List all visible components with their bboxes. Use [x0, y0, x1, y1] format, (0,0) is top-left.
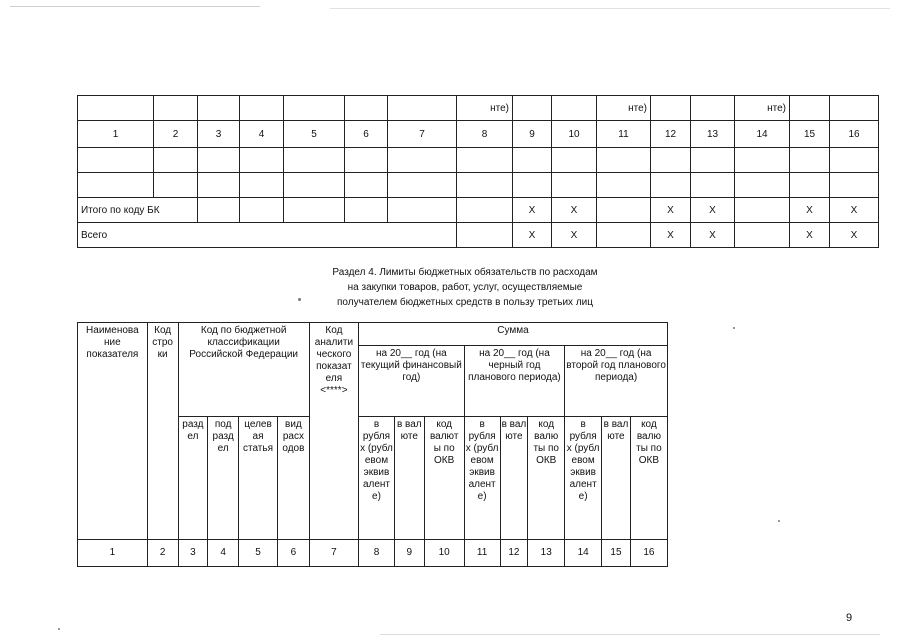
column-number: 9	[513, 121, 552, 148]
section-title	[290, 265, 640, 310]
page-number: 9	[846, 612, 853, 624]
column-number-row	[78, 540, 668, 567]
column-number: 13	[528, 540, 565, 567]
column-number: 5	[284, 121, 345, 148]
column-number: 10	[424, 540, 464, 567]
header-okv: код валю ты по ОКВ	[528, 417, 565, 540]
budget-table-continued	[77, 95, 879, 248]
header-rub: в рубля х (рубл евом эквив алент е)	[359, 417, 395, 540]
header-fragment: нте)	[597, 96, 651, 121]
header-year-first: на 20__ год (на черный год планового периода)	[464, 346, 565, 417]
limits-table	[77, 322, 668, 567]
header-subsection: под разд ел	[208, 417, 239, 540]
x-mark: X	[691, 223, 735, 248]
section-title-line: получателем бюджетных средств в пользу третьих лиц	[337, 297, 593, 308]
x-mark: X	[790, 198, 830, 223]
x-mark: X	[790, 223, 830, 248]
column-number: 16	[630, 540, 667, 567]
subtotal-label: Итого по коду БК	[78, 198, 198, 223]
header-bk-code: Код по бюджетной классификации Российской Федерации	[178, 323, 309, 417]
column-number: 11	[464, 540, 500, 567]
scan-artifact-line	[10, 6, 260, 7]
column-number: 5	[239, 540, 278, 567]
column-number: 14	[735, 121, 790, 148]
column-number: 8	[457, 121, 513, 148]
x-mark: X	[691, 198, 735, 223]
table-row-empty	[78, 148, 879, 173]
scan-artifact-line	[330, 8, 890, 9]
header-line-code: Код стро ки	[147, 323, 178, 540]
header-section: разд ел	[178, 417, 208, 540]
table-row	[78, 96, 879, 121]
column-number: 3	[178, 540, 208, 567]
x-mark: X	[651, 223, 691, 248]
column-number: 14	[565, 540, 602, 567]
column-number-row	[78, 121, 879, 148]
scan-artifact-dot	[778, 520, 780, 522]
column-number: 6	[278, 540, 310, 567]
section-title-line: Раздел 4. Лимиты бюджетных обязательств по расходам	[332, 267, 598, 278]
x-mark: X	[830, 223, 879, 248]
column-number: 1	[78, 121, 154, 148]
total-row	[78, 223, 879, 248]
header-analytic-code: Код аналити ческого показат еля <****>	[309, 323, 358, 540]
column-number: 3	[198, 121, 240, 148]
x-mark: X	[513, 223, 552, 248]
column-number: 2	[154, 121, 198, 148]
header-currency: в вал юте	[394, 417, 424, 540]
scan-artifact-line	[380, 634, 880, 635]
header-target: целев ая статья	[239, 417, 278, 540]
scan-artifact-dot	[58, 628, 60, 630]
header-year-second: на 20__ год (на второй год планового периода)	[565, 346, 668, 417]
header-currency: в вал юте	[500, 417, 528, 540]
column-number: 10	[552, 121, 597, 148]
column-number: 16	[830, 121, 879, 148]
column-number: 8	[359, 540, 395, 567]
column-number: 7	[309, 540, 358, 567]
column-number: 9	[394, 540, 424, 567]
x-mark: X	[651, 198, 691, 223]
x-mark: X	[830, 198, 879, 223]
column-number: 12	[500, 540, 528, 567]
column-number: 4	[240, 121, 284, 148]
column-number: 15	[602, 540, 631, 567]
header-okv: код валю ты по ОКВ	[630, 417, 667, 540]
header-row	[78, 323, 668, 346]
header-sum: Сумма	[359, 323, 668, 346]
header-rub: в рубля х (рубл евом эквив алент е)	[464, 417, 500, 540]
column-number: 12	[651, 121, 691, 148]
column-number: 13	[691, 121, 735, 148]
x-mark: X	[552, 223, 597, 248]
header-fragment: нте)	[735, 96, 790, 121]
total-label: Всего	[78, 223, 457, 248]
table-row-empty	[78, 173, 879, 198]
x-mark: X	[552, 198, 597, 223]
column-number: 7	[388, 121, 457, 148]
column-number: 1	[78, 540, 148, 567]
column-number: 4	[208, 540, 239, 567]
header-year-current: на 20__ год (на текущий финансовый год)	[359, 346, 465, 417]
subtotal-row	[78, 198, 879, 223]
column-number: 11	[597, 121, 651, 148]
x-mark: X	[513, 198, 552, 223]
header-expense-type: вид расх одов	[278, 417, 310, 540]
column-number: 2	[147, 540, 178, 567]
header-name: Наименова ние показателя	[78, 323, 148, 540]
scan-artifact-dot	[733, 327, 735, 329]
header-rub: в рубля х (рубл евом эквив алент е)	[565, 417, 602, 540]
column-number: 15	[790, 121, 830, 148]
column-number: 6	[345, 121, 388, 148]
header-currency: в вал юте	[602, 417, 631, 540]
header-okv: код валют ы по ОКВ	[424, 417, 464, 540]
section-title-line: на закупки товаров, работ, услуг, осуществляемые	[347, 282, 583, 293]
header-fragment: нте)	[457, 96, 513, 121]
